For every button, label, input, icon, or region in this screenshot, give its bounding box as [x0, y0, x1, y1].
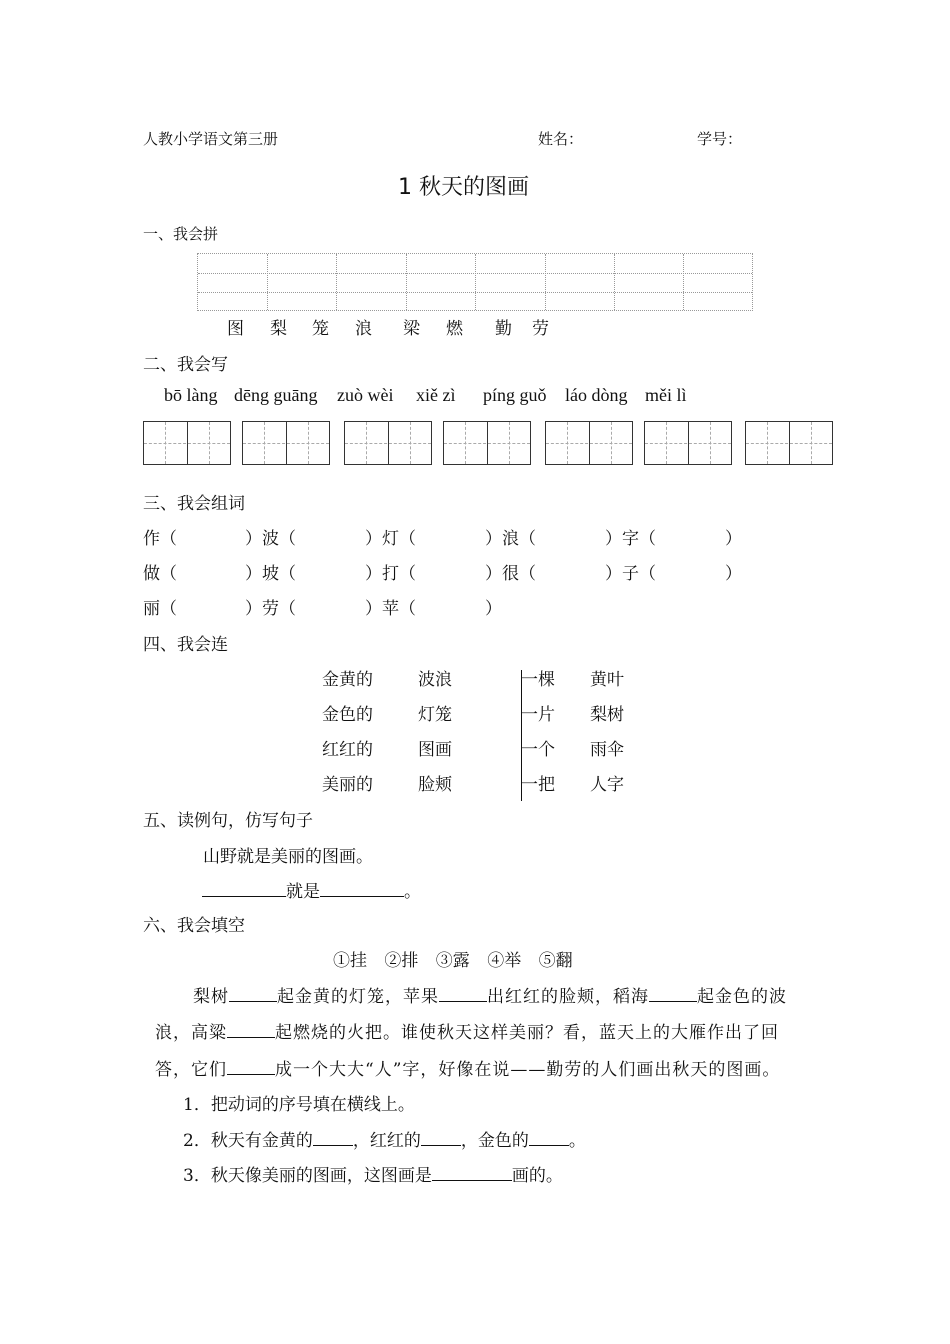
pin-char: 梁 — [403, 319, 420, 339]
match-noun[interactable]: 灯笼 — [418, 705, 452, 725]
text: 出红红的脸颊，稻海 — [487, 987, 649, 1007]
name-label: 姓名： — [538, 130, 584, 148]
word-group-cell[interactable]: 丽（ — [143, 599, 177, 619]
word-group-cell[interactable]: 作（ — [143, 529, 177, 549]
match-noun[interactable]: 波浪 — [418, 670, 452, 690]
passage-line — [193, 982, 787, 1007]
text: 浪，高粱 — [155, 1023, 227, 1043]
blank[interactable] — [229, 987, 277, 1002]
question-2 — [183, 1126, 586, 1151]
blank[interactable] — [227, 1023, 275, 1038]
writing-box[interactable] — [443, 421, 531, 465]
text: ，金色的 — [460, 1131, 529, 1151]
match-measure[interactable]: 一棵 — [521, 670, 555, 690]
writing-box[interactable] — [745, 421, 833, 465]
word-group-cell[interactable]: ）灯（ — [365, 529, 416, 549]
section3-heading: 三、我会组词 — [143, 494, 245, 514]
pinyin-writing-grid[interactable] — [197, 253, 753, 311]
word-group-cell[interactable]: ）打（ — [365, 564, 416, 584]
match-noun-right[interactable]: 梨树 — [590, 705, 624, 725]
pinyin-word: dēng guāng — [234, 385, 318, 405]
text: 。 — [568, 1131, 586, 1151]
section4-heading: 四、我会连 — [143, 635, 228, 655]
id-label: 学号： — [697, 130, 743, 148]
passage-line — [155, 1055, 780, 1080]
sentence-end: 。 — [404, 882, 421, 902]
match-noun[interactable]: 脸颊 — [418, 775, 452, 795]
text: 起燃烧的火把。谁使秋天这样美丽？看，蓝天上的大雁作出了回 — [275, 1023, 779, 1043]
word-group-cell[interactable]: ）子（ — [605, 564, 656, 584]
word-group-cell[interactable]: ）坡（ — [245, 564, 296, 584]
verb-options: ①挂 ②排 ③露 ④举 ⑤翻 — [333, 951, 573, 971]
text: 成一个大大“人”字，好像在说——勤劳的人们画出秋天的图画。 — [275, 1060, 781, 1080]
section1-heading: 一、我会拼 — [143, 225, 219, 243]
writing-box[interactable] — [344, 421, 432, 465]
page-title: 1 秋天的图画 — [398, 175, 529, 200]
writing-box[interactable] — [143, 421, 231, 465]
writing-box[interactable] — [545, 421, 633, 465]
match-adjective[interactable]: 红红的 — [322, 740, 373, 760]
blank[interactable] — [421, 1131, 461, 1146]
word-group-cell[interactable]: ）劳（ — [245, 599, 296, 619]
blank[interactable] — [227, 1060, 275, 1075]
pinyin-word: píng guǒ — [483, 385, 547, 405]
text: ，红红的 — [352, 1131, 421, 1151]
word-group-cell[interactable]: 做（ — [143, 564, 177, 584]
imitation-sentence — [202, 877, 421, 902]
blank[interactable] — [202, 882, 286, 897]
match-measure[interactable]: 一把 — [521, 775, 555, 795]
pin-char: 笼 — [312, 319, 329, 339]
word-group-cell[interactable]: ）浪（ — [485, 529, 536, 549]
text: 答，它们 — [155, 1060, 227, 1080]
section2-heading: 二、我会写 — [143, 355, 228, 375]
text: 3．秋天像美丽的图画，这图画是 — [183, 1166, 432, 1186]
passage-line — [155, 1018, 779, 1043]
pinyin-word: láo dòng — [565, 385, 628, 405]
blank[interactable] — [649, 987, 697, 1002]
match-measure[interactable]: 一片 — [521, 705, 555, 725]
question-3 — [183, 1161, 563, 1186]
blank[interactable] — [313, 1131, 353, 1146]
match-noun[interactable]: 图画 — [418, 740, 452, 760]
pin-char: 勤 — [495, 319, 512, 339]
blank[interactable] — [439, 987, 487, 1002]
text: 梨树 — [193, 987, 229, 1007]
pin-char: 劳 — [532, 319, 549, 339]
pinyin-word: xiě zì — [416, 385, 456, 405]
section6-heading: 六、我会填空 — [143, 916, 245, 936]
match-noun-right[interactable]: 雨伞 — [590, 740, 624, 760]
match-adjective[interactable]: 金黄的 — [322, 670, 373, 690]
pinyin-word: bō làng — [164, 385, 218, 405]
word-group-cell[interactable]: ）苹（ — [365, 599, 416, 619]
word-group-cell[interactable]: ）波（ — [245, 529, 296, 549]
example-sentence: 山野就是美丽的图画。 — [203, 847, 373, 867]
match-noun-right[interactable]: 人字 — [590, 775, 624, 795]
pinyin-word: zuò wèi — [337, 385, 394, 405]
match-adjective[interactable]: 金色的 — [322, 705, 373, 725]
middle-word: 就是 — [286, 882, 320, 902]
textbook-label: 人教小学语文第三册 — [143, 130, 279, 148]
writing-box[interactable] — [644, 421, 732, 465]
match-measure[interactable]: 一个 — [521, 740, 555, 760]
text: 2．秋天有金黄的 — [183, 1131, 313, 1151]
text: 画的。 — [511, 1166, 563, 1186]
pinyin-word: měi lì — [645, 385, 687, 405]
match-adjective[interactable]: 美丽的 — [322, 775, 373, 795]
blank[interactable] — [529, 1131, 569, 1146]
match-noun-right[interactable]: 黄叶 — [590, 670, 624, 690]
pin-char: 梨 — [270, 319, 287, 339]
question-1: 1．把动词的序号填在横线上。 — [183, 1095, 415, 1115]
text: 起金黄的灯笼，苹果 — [277, 987, 439, 1007]
pin-char: 燃 — [446, 319, 463, 339]
text: 起金色的波 — [697, 987, 787, 1007]
section5-heading: 五、读例句，仿写句子 — [143, 811, 313, 831]
blank[interactable] — [432, 1166, 512, 1181]
pin-char: 浪 — [355, 319, 372, 339]
word-group-cell: ） — [725, 564, 742, 584]
word-group-cell[interactable]: ）很（ — [485, 564, 536, 584]
word-group-cell[interactable]: ）字（ — [605, 529, 656, 549]
writing-box[interactable] — [242, 421, 330, 465]
word-group-cell: ） — [725, 529, 742, 549]
blank[interactable] — [320, 882, 404, 897]
pin-char: 图 — [227, 319, 244, 339]
word-group-cell: ） — [485, 599, 502, 619]
